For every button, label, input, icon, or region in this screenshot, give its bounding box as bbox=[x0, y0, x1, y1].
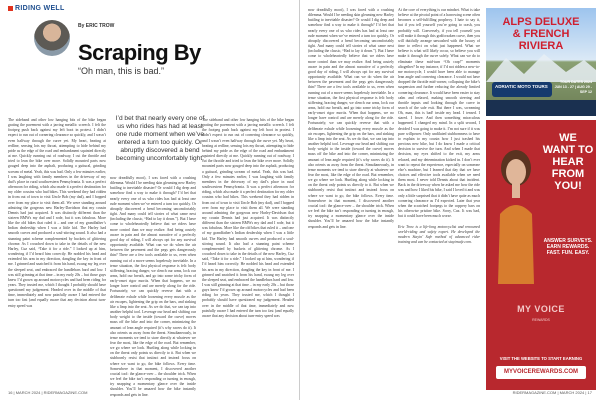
survey-ad-cta: VISIT THE WEBSITE TO START EARNING bbox=[499, 356, 583, 361]
pull-quote: I’d bet that nearly every one of us who rides has had at least one rude moment when we’ve entered a turn too quickly. Or abruptly discovered a bend becoming uncomfortably tight. bbox=[115, 115, 205, 162]
ad-footer-strip bbox=[486, 100, 596, 116]
survey-ad-headline: WE WANT TO HEAR FROM YOU! bbox=[542, 132, 594, 192]
body-column-2: now dreadfully moot), I was faced with a crushing dilemma. Would I be needing skin gleaming new Harley battling to inevitable disaster? Or would I dig deep and somehow find a way to make it through? I’d bet that nearly every one of us who rides has had at least one rude moment when we’ve entered a turn too quickly. Or abruptly discovered a bend becoming uncomfortably tight. And many could tell stories of what came next (including the classic, “Had to lay it down.”). But I have come to wholeheartedly believe that we riders have more control than we may realize. And being acutely aware in pain and the almost narrative of a perfectly good day of riding, I will always opt for any survival opportunity available. What can we do when the air between the pavement and the pegs gets dangerously thin? There are a few tools available to us, even when running out of a move seems hopelessly inevitable. In a tense situation, the first physical response is felt: body stiffening, bracing danger, we clench our arms, lock our arms, hold our breath, and go into some tricky form of early-onset rigor mortis. When that happens, we no longer have control and are merely along for the ride. Fortunately, we can quickly reverse that with a deliberate exhale while loosening every muscle as the air escapes, lightening the grip on the bars, and sinking like a limp into the seat. As we do that, we can tap into another helpful tool. Leverage our head and shifting our body weight to the inside (toward the curve) moves mass off the bike and into the corner, minimizing the amount of lean angle required (it’s why racers do it). It also orients us away from the threat. Simultaneously, in tense moments we tend to stare directly at whatever we fear the most, like the edge of the road. But remember, we go where we look. Hurtling along while locking in on the threat only points us directly to it. But when we stubbornly resist that instinct and instead focus on where we want to go, the bike follows. Every time. Somewhere in that moment, I discovered another crucial tool: the glance-over – the shoulder trick. When we feel the bike isn’t responding or turning in enough, try snapping a momentary glance over the inside shoulder. You’ll be amazed how the bike instantly responds and gets in line. bbox=[110, 176, 196, 397]
body-column-4: now dreadfully moot), I was faced with a crushing dilemma. Would I be needing skin gleaming new Harley battling to inevitable disaster? Or would I dig deep and somehow find a way to make it through? I’d bet that nearly every one of us who rides has had at least one rude moment when we’ve entered a turn too quickly. Or abruptly discovered a bend becoming uncomfortably tight. And many could tell stories of what came next (including the classic, “Had to lay it down.”). But I have come to wholeheartedly believe that we riders have more control than we may realize. And being acutely aware in pain and the almost narrative of a perfectly good day of riding, I will always opt for any survival opportunity available. What can we do when the air between the pavement and the pegs gets dangerously thin? There are a few tools available to us, even when running out of a move seems hopelessly inevitable. In a tense situation, the first physical response is felt: body stiffening, bracing danger, we clench our arms, lock our arms, hold our breath, and go into some tricky form of early-onset rigor mortis. When that happens, we no longer have control and are merely along for the ride. Fortunately, we can quickly reverse that with a deliberate exhale while loosening every muscle as the air escapes, lightening the grip on the bars, and sinking like a limp into the seat. As we do that, we can tap into another helpful tool. Leverage our head and shifting our body weight to the inside (toward the curve) moves mass off the bike and into the corner, minimizing the amount of lean angle required (it’s why racers do it). It also orients us away from the threat. Simultaneously, in tense moments we tend to stare directly at whatever we fear the most, like the edge of the road. But remember, we go where we look. Hurtling along while locking in on the threat only points us directly to it. But when we stubbornly resist that instinct and instead focus on where we want to go, the bike follows. Every time. Somewhere in that moment, I discovered another crucial tool: the glance-over – the shoulder trick. When we feel the bike isn’t responding or turning in enough, try snapping a momentary glance over the inside shoulder. You’ll be amazed how the bike instantly responds and gets in line. bbox=[308, 8, 394, 229]
section-label: RIDING WELL bbox=[8, 5, 65, 12]
article-headline: Scraping By bbox=[78, 40, 201, 65]
article-deck: “Oh man, this is bad.” bbox=[78, 66, 165, 76]
survey-ad-url-button[interactable]: MYVOICEREWARDS.COM bbox=[496, 366, 586, 379]
mountain-icon bbox=[486, 52, 596, 82]
survey-advertisement[interactable] bbox=[486, 120, 596, 390]
tour-company-badge: ADRIATIC MOTO TOURS bbox=[492, 82, 552, 97]
author-endnote: Eric Trow is a life-long motorcyclist and renowned world-riding and safety expert. He developed the modern Stayin’ Safe method of advanced rider training and can be contacted at stayinsafe.com. bbox=[398, 224, 480, 245]
body-column-5 bbox=[398, 8, 480, 388]
byline: By ERIC TROW bbox=[78, 23, 115, 29]
woman-photo-icon bbox=[490, 134, 542, 284]
tour-ad-title: ALPS DELUXE & FRENCH RIVIERA bbox=[502, 16, 580, 52]
survey-ad-subhead: ANSWER SURVEYS. EARN REWARDS. FAST. FUN. EASY. bbox=[543, 238, 593, 256]
author-avatar bbox=[34, 20, 70, 56]
myvoice-logo: MY VOICE bbox=[517, 304, 565, 314]
tour-advertisement[interactable] bbox=[486, 8, 596, 116]
myvoice-logo-sub: REWARDS bbox=[532, 318, 550, 322]
page-footer-left: 16 | MARCH 2024 | RIDERMAGAZINE.COM bbox=[8, 390, 88, 395]
body-column-3: The sideband and other low hanging bits of the bike began grating the pavement with a jarring metallic screech. I felt the footpeg push back against my left boot in protest. I didn’t expect to run out of cornering clearance so quickly, and I wasn’t even halfway through the curve yet. My heart, beating at redline, sensing lots my throat, attempting to hide behind my pride as the edge of the road and embankment squinted directly at me. Quickly running out of roadway, I cut the throttle and tried to lean the bike over more. Solidly mounted parts now gouged deep into the asphalt, producing a guttural, grinding scream of metal. Yeah, this was bad. Only a few minutes earlier, I was laughing with family members in the driveway of my dad’s place in rural southwestern Pennsylvania. It was a perfect afternoon for riding, which also made it a perfect destination for my older cousins who had bikes. This weekend they had ridden in from out of town to visit Uncle Bob (my dad), and I hopped over from my place to visit them all. We were standing around admiring the gorgeous new Harley-Davidson that my cousin Dennis had just acquired. It was distinctly different than the sixteen BMWs my dad and I rode, but it was fabulous. More like the old bikes that ruled it – and one of my grandfather’s Indian dealership when I was a little kid. The Harley had smooth curves and produced a soul-stirring sound. It also had a stunning paint scheme complemented by buckets of glittering chrome. As I crouched down to take in the details of the new Harley, Cuz said, “Take it for a ride.” I looked up at him, wondering if I’d heard him correctly. He nodded his head and extended his arm in my direction, dangling the key in front of me. I grinned and snatched it from his hand, swung my leg over the sleeped seat, and embraced the handlebars hard and low. I was still grinning at that time – in my early 20s – but those guys knew I’d grown up around motorcycles and had been riding for years. They trusted me, which I thought I probably should have questioned my judgement. Headed over in the middle of that time, immediately and now painfully aware I had entered the turn too fast (and equally aware that any decision about turn-entry speed was bbox=[202, 118, 294, 318]
page-footer-right: RIDERMAGAZINE.COM | MARCH 2024 | 17 bbox=[512, 390, 592, 395]
body-column-1: The sideband and other low hanging bits of the bike began grating the pavement with a jarring metallic screech. I felt the footpeg push back against my left boot in protest. I didn’t expect to run out of cornering clearance so quickly, and I wasn’t even halfway through the curve yet. My heart, beating at redline, sensing lots my throat, attempting to hide behind my pride as the edge of the road and embankment squinted directly at me. Quickly running out of roadway, I cut the throttle and tried to lean the bike over more. Solidly mounted parts now gouged deep into the asphalt, producing a guttural, grinding scream of metal. Yeah, this was bad. Only a few minutes earlier, I was laughing with family members in the driveway of my dad’s place in rural southwestern Pennsylvania. It was a perfect afternoon for riding, which also made it a perfect destination for my older cousins who had bikes. This weekend they had ridden in from out of town to visit Uncle Bob (my dad), and I hopped over from my place to visit them all. We were standing around admiring the gorgeous new Harley-Davidson that my cousin Dennis had just acquired. It was distinctly different than the sixteen BMWs my dad and I rode, but it was fabulous. More like the old bikes that ruled it – and one of my grandfather’s Indian dealership when I was a little kid. The Harley had smooth curves and produced a soul-stirring sound. It also had a stunning paint scheme complemented by buckets of glittering chrome. As I crouched down to take in the details of the new Harley, Cuz said, “Take it for a ride.” I looked up at him, wondering if I’d heard him correctly. He nodded his head and extended his arm in my direction, dangling the key in front of me. I grinned and snatched it from his hand, swung my leg over the sleeped seat, and embraced the handlebars hard and low. I was still grinning at that time – in my early 20s – but those guys knew I’d grown up around motorcycles and had been riding for years. They trusted me, which I thought I probably should have questioned my judgement. Headed over in the middle of that time, immediately and now painfully aware I had entered the turn too fast (and equally aware that any decision about turn-entry speed was bbox=[8, 118, 106, 308]
right-page bbox=[300, 0, 600, 400]
tour-dates: TOUR DATES 2024 JUN 13 - 27 | AUG 29 - SEP 12 bbox=[554, 80, 592, 94]
body-text: At the core of everything is our mindset. What is take believe at the pivotal point of a harrowing scene often becomes a self-fulfilling prophecy. I hate to say it, but if you tell yourself you’re going to crash, you probably will. Conversely, if you tell yourself you will make it through this godforsaken curve, then you will dutifully arrange unwashed with the luxury of time to reflect on what just happened. What we believe is what will likely occur, so believe you will make it through the curve safely. What can we do to eliminate these mid-turn “Oh crap!” moments altogether? In my instance, if I’d not ridden a new-to-me motorcycle, I would have been able to manage lean angle and cornering clearance. I would not have dropped the throttle mid-corner, collapsing the bike’s suspension and further reducing the already limited cornering clearance. It would have been easier to stay calm and relaxed, making smooth steering and throttle inputs and looking through the curve in search of the safe exit. But there I was, screaming Oh, man, this is bad! inside my head. I tensed. I stared. I froze. And then something miraculous happened. I changed my mind. In a split second, I decided I was going to make it. I’m not sure if it was pure willpower. Only undiluted stubbornness to have to explain to my cousin how I just trashed his precious new bike, but I do know I made a critical decision to survive the turn. And when I made that decision, my eyes shifted to the exit, my arms relaxed, and my determination kicked in. I don’t ever want to repeat the experience, especially on someone else’s machine, but I learned that day that we have choices and effective tools available when we need them most. I never told Dennis about that incident. Back in the driveway when he asked me how the ride was and how I liked his bike, I said I loved it and was only a little surprised that it didn’t have quite as much cornering clearance as I’d expected. Later that year when the scratched footpegs to the coppery bars on his otherwise pristine bike. Sorry, Cuz. It was bad, but it could have been much worse. bbox=[398, 8, 480, 219]
